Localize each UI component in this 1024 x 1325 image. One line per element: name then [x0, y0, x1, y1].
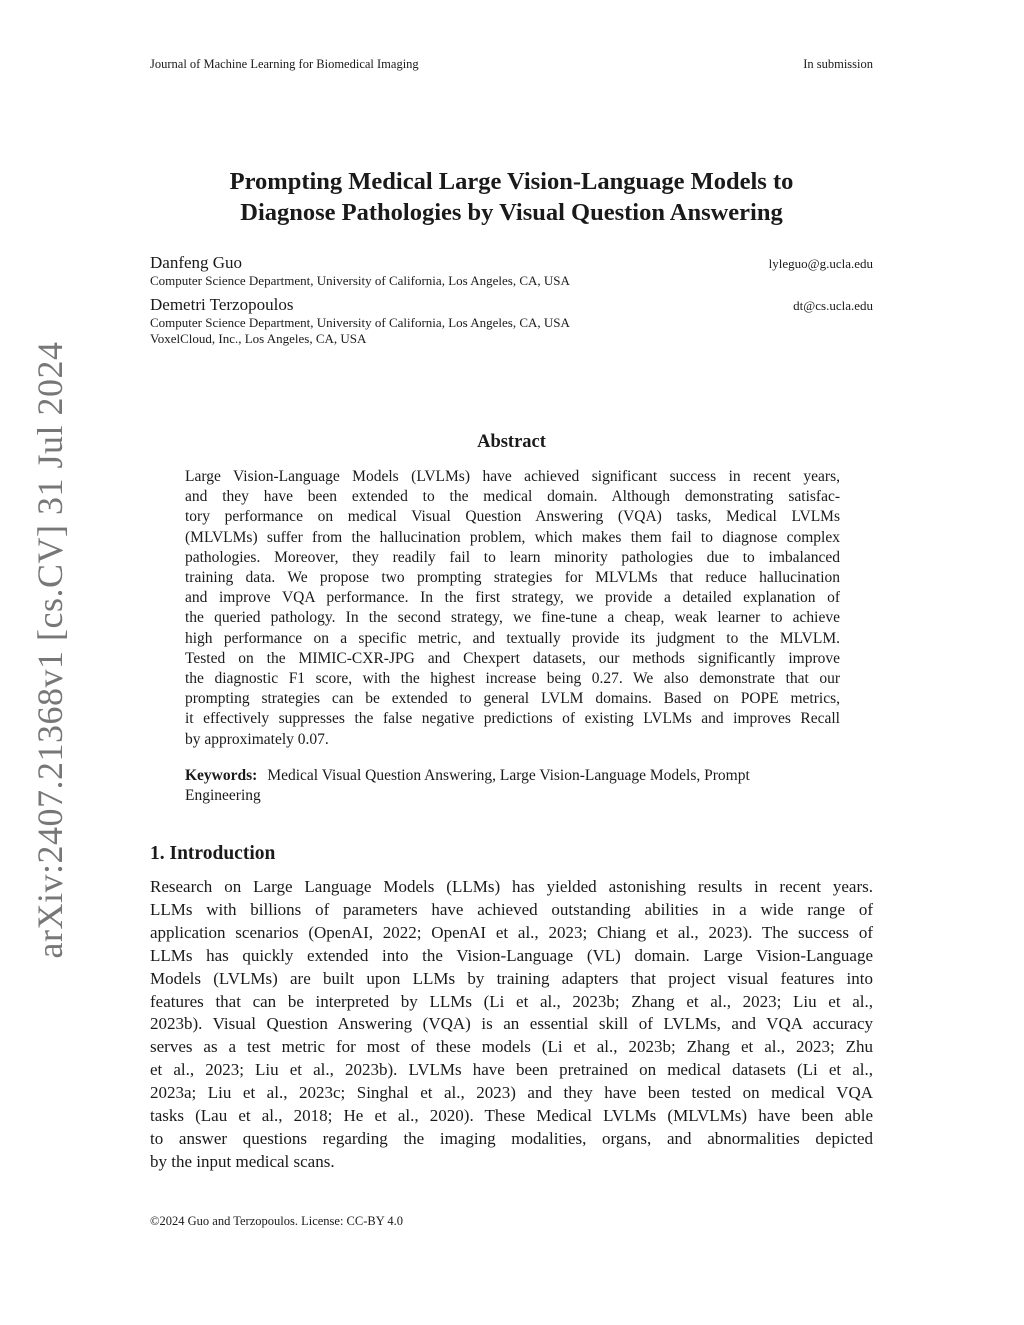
keywords	[185, 766, 840, 806]
journal-name: Journal of Machine Learning for Biomedical Imaging	[150, 57, 419, 71]
body-line: LLMs with billions of parameters have achieved outstanding abilities in a wide range of	[150, 899, 873, 919]
paper-title	[150, 166, 873, 228]
abstract-line: and they have been extended to the medical domain. Although demonstrating satisfac-	[185, 488, 840, 506]
license-footnote: ©2024 Guo and Terzopoulos. License: CC-BY 4.0	[150, 1214, 404, 1228]
abstract-line: pathologies. Moreover, they readily fail to learn minority pathologies due to imbalanced	[185, 548, 840, 566]
author-name: Demetri Terzopoulos	[150, 295, 294, 314]
abstract-line: Tested on the MIMIC-CXR-JPG and Chexpert datasets, our methods significantly improve	[185, 649, 840, 667]
author-email[interactable]: lyleguo@g.ucla.edu	[768, 256, 873, 271]
body-line: to answer questions regarding the imaging modalities, organs, and abnormalities depicted	[150, 1128, 873, 1148]
abstract-heading: Abstract	[477, 432, 546, 452]
abstract-line: the diagnostic F1 score, with the highest increase being 0.27. We also demonstrate that our	[185, 670, 840, 688]
body-line: features that can be interpreted by LLMs (Li et al., 2023b; Zhang et al., 2023; Liu et al.,	[150, 991, 873, 1011]
keywords-label: Keywords:	[185, 767, 258, 784]
body-line: LLMs has quickly extended into the Vision-Language (VL) domain. Large Vision-Language	[150, 945, 873, 965]
abstract-line: (MLVLMs) suffer from the hallucination problem, which makes them fail to diagnose complex	[185, 528, 840, 546]
body-line: serves as a test metric for most of these models (Li et al., 2023b; Zhang et al., 2023; Zhu	[150, 1037, 873, 1057]
section-heading: 1. Introduction	[150, 843, 276, 864]
body-line: Research on Large Language Models (LLMs) has yielded astonishing results in recent years.	[150, 877, 873, 896]
body-line: by the input medical scans.	[150, 1151, 335, 1171]
author-entry	[150, 253, 873, 289]
body-line: application scenarios (OpenAI, 2022; OpenAI et al., 2023; Chiang et al., 2023). The success of	[150, 922, 873, 942]
body-line: Models (LVLMs) are built upon LLMs by training adapters that project visual features into	[150, 968, 873, 988]
introduction-text	[150, 876, 873, 1174]
abstract-line: high performance on a specific metric, and textually provide its judgment to the MLVLM.	[185, 629, 840, 647]
abstract-line: by approximately 0.07.	[185, 730, 329, 748]
body-line: 2023a; Liu et al., 2023c; Singhal et al., 2023) and they have been tested on medical VQA	[150, 1083, 873, 1103]
abstract-line: training data. We propose two prompting strategies for MLVLMs that reduce hallucination	[185, 569, 840, 587]
body-line: et al., 2023; Liu et al., 2023b). LVLMs have been pretrained on medical datasets (Li et al.,	[150, 1060, 873, 1080]
title-line: Diagnose Pathologies by Visual Question Answering	[240, 199, 783, 226]
abstract-line: it effectively suppresses the false negative predictions of existing LVLMs and improves Recall	[185, 710, 840, 728]
abstract-text	[185, 467, 840, 750]
author-entry	[150, 295, 873, 347]
abstract-line: and improve VQA performance. In the first strategy, we provide a detailed explanation of	[185, 589, 840, 607]
submission-status: In submission	[803, 57, 873, 71]
running-head	[150, 57, 873, 72]
arxiv-identifier: arXiv:2407.21368v1 [cs.CV] 31 Jul 2024	[30, 341, 70, 959]
author-affiliation: Computer Science Department, University of California, Los Angeles, CA, USA	[150, 273, 570, 288]
title-line: Prompting Medical Large Vision-Language Models to	[229, 168, 794, 195]
body-line: 2023b). Visual Question Answering (VQA) is an essential skill of LVLMs, and VQA accuracy	[150, 1014, 873, 1034]
body-line: tasks (Lau et al., 2018; He et al., 2020). These Medical LVLMs (MLVLMs) have been able	[150, 1106, 873, 1126]
keywords-list: Medical Visual Question Answering, Large Vision-Language Models, Prompt	[267, 767, 750, 784]
abstract-line: prompting strategies can be extended to general LVLM domains. Based on POPE metrics,	[185, 690, 840, 708]
author-email[interactable]: dt@cs.ucla.edu	[793, 298, 873, 313]
author-affiliation: Computer Science Department, University of California, Los Angeles, CA, USA	[150, 315, 570, 330]
abstract-line: tory performance on medical Visual Question Answering (VQA) tasks, Medical LVLMs	[185, 508, 840, 526]
abstract-line: the queried pathology. In the second strategy, we fine-tune a cheap, weak learner to achieve	[185, 609, 840, 627]
keywords-list-continued: Engineering	[185, 787, 261, 805]
abstract-line: Large Vision-Language Models (LVLMs) have achieved significant success in recent years,	[185, 468, 840, 485]
author-affiliation: VoxelCloud, Inc., Los Angeles, CA, USA	[150, 331, 367, 346]
author-name: Danfeng Guo	[150, 253, 243, 272]
